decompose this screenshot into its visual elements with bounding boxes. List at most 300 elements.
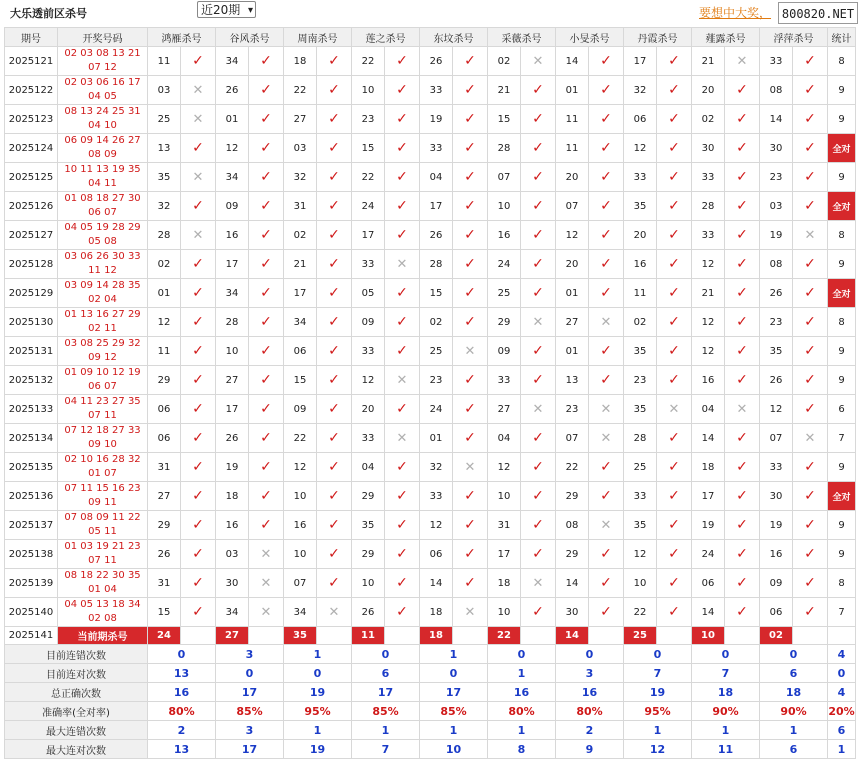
kill-number-cell: 34 xyxy=(216,47,249,76)
stats-total: 1 xyxy=(828,740,856,759)
kill-number-cell: 32 xyxy=(148,192,181,221)
kill-number-cell: 12 xyxy=(216,134,249,163)
kill-number-cell: 02 xyxy=(420,308,453,337)
check-icon: ✓ xyxy=(385,337,420,366)
draw-numbers-cell xyxy=(58,540,148,569)
kill-number-cell: 12 xyxy=(692,250,725,279)
table-row xyxy=(5,395,856,424)
stats-value: 0 xyxy=(760,645,828,664)
row-count-cell: 全对 xyxy=(828,192,856,221)
kill-number-cell: 26 xyxy=(760,279,793,308)
check-icon: ✓ xyxy=(317,569,352,598)
check-icon: ✓ xyxy=(793,337,828,366)
draw-front-numbers: 03 06 26 30 33 xyxy=(64,251,141,262)
draw-front-numbers: 01 08 18 27 30 xyxy=(64,193,141,204)
check-icon: ✓ xyxy=(453,279,488,308)
row-count-cell: 9 xyxy=(828,511,856,540)
check-icon: ✓ xyxy=(725,76,760,105)
check-icon: ✓ xyxy=(181,540,216,569)
check-icon: ✓ xyxy=(793,134,828,163)
kill-number-cell: 06 xyxy=(284,337,317,366)
kill-number-cell: 10 xyxy=(488,598,521,627)
check-icon: ✓ xyxy=(521,424,556,453)
table-row xyxy=(5,47,856,76)
kill-number-cell: 22 xyxy=(352,163,385,192)
top-bar xyxy=(0,0,859,26)
check-icon: ✓ xyxy=(589,192,624,221)
kill-number-cell: 08 xyxy=(556,511,589,540)
period-cell: 2025121 xyxy=(5,47,58,76)
kill-number-cell: 16 xyxy=(692,366,725,395)
kill-number-cell: 30 xyxy=(760,482,793,511)
empty-cell xyxy=(249,627,284,645)
row-count-cell: 9 xyxy=(828,540,856,569)
check-icon: ✓ xyxy=(249,250,284,279)
stats-value: 1 xyxy=(624,721,692,740)
draw-back-numbers: 01 07 xyxy=(88,468,117,479)
check-icon: ✓ xyxy=(181,511,216,540)
kill-number-cell: 17 xyxy=(216,395,249,424)
site-watermark: 800820.NET xyxy=(778,2,858,24)
stats-value: 18 xyxy=(692,683,760,702)
draw-numbers-cell xyxy=(58,453,148,482)
current-kill-number: 27 xyxy=(216,627,249,645)
empty-cell xyxy=(793,627,828,645)
draw-front-numbers: 04 05 13 18 34 xyxy=(64,599,141,610)
kill-number-cell: 21 xyxy=(488,76,521,105)
check-icon: ✓ xyxy=(725,482,760,511)
kill-number-cell: 13 xyxy=(148,134,181,163)
stats-value: 90% xyxy=(760,702,828,721)
check-icon: ✓ xyxy=(521,134,556,163)
stats-row xyxy=(5,645,856,664)
kill-number-cell: 17 xyxy=(420,192,453,221)
kill-number-cell: 33 xyxy=(624,163,657,192)
stats-value: 19 xyxy=(284,683,352,702)
cross-icon: ✕ xyxy=(589,395,624,424)
kill-number-cell: 11 xyxy=(556,105,589,134)
draw-front-numbers: 04 11 23 27 35 xyxy=(64,396,141,407)
check-icon: ✓ xyxy=(589,569,624,598)
check-icon: ✓ xyxy=(657,163,692,192)
check-icon: ✓ xyxy=(793,279,828,308)
kill-number-cell: 27 xyxy=(148,482,181,511)
kill-number-cell: 01 xyxy=(420,424,453,453)
kill-number-cell: 09 xyxy=(216,192,249,221)
promo-link[interactable]: 要想中大奖， xyxy=(699,6,772,20)
kill-number-cell: 34 xyxy=(216,163,249,192)
cross-icon: ✕ xyxy=(725,395,760,424)
stats-value: 12 xyxy=(624,740,692,759)
kill-number-cell: 18 xyxy=(692,453,725,482)
check-icon: ✓ xyxy=(793,76,828,105)
stats-value: 17 xyxy=(216,740,284,759)
draw-front-numbers: 08 18 22 30 35 xyxy=(64,570,141,581)
kill-number-cell: 10 xyxy=(624,569,657,598)
kill-number-cell: 25 xyxy=(488,279,521,308)
kill-number-cell: 06 xyxy=(148,424,181,453)
kill-number-cell: 10 xyxy=(284,540,317,569)
kill-number-cell: 12 xyxy=(284,453,317,482)
stats-label: 目前连错次数 xyxy=(5,645,148,664)
stats-value: 8 xyxy=(488,740,556,759)
empty-cell xyxy=(317,627,352,645)
stats-value: 1 xyxy=(284,721,352,740)
stats-value: 0 xyxy=(284,664,352,683)
kill-number-cell: 34 xyxy=(284,598,317,627)
check-icon: ✓ xyxy=(589,163,624,192)
draw-back-numbers: 07 12 xyxy=(88,62,117,73)
kill-number-cell: 35 xyxy=(352,511,385,540)
check-icon: ✓ xyxy=(521,482,556,511)
kill-number-cell: 26 xyxy=(760,366,793,395)
kill-number-cell: 09 xyxy=(488,337,521,366)
stats-value: 1 xyxy=(420,721,488,740)
period-range-select[interactable] xyxy=(197,1,256,18)
kill-number-cell: 02 xyxy=(284,221,317,250)
kill-number-cell: 28 xyxy=(420,250,453,279)
kill-number-cell: 16 xyxy=(216,511,249,540)
period-cell: 2025130 xyxy=(5,308,58,337)
kill-number-cell: 14 xyxy=(556,569,589,598)
kill-number-cell: 07 xyxy=(488,163,521,192)
check-icon: ✓ xyxy=(589,598,624,627)
kill-number-cell: 07 xyxy=(760,424,793,453)
draw-numbers-cell xyxy=(58,511,148,540)
kill-number-cell: 24 xyxy=(420,395,453,424)
check-icon: ✓ xyxy=(793,511,828,540)
check-icon: ✓ xyxy=(249,482,284,511)
check-icon: ✓ xyxy=(725,250,760,279)
cross-icon: ✕ xyxy=(793,221,828,250)
kill-number-cell: 23 xyxy=(352,105,385,134)
stats-value: 9 xyxy=(556,740,624,759)
check-icon: ✓ xyxy=(521,76,556,105)
check-icon: ✓ xyxy=(453,76,488,105)
stats-value: 1 xyxy=(488,721,556,740)
stats-value: 95% xyxy=(284,702,352,721)
kill-number-cell: 34 xyxy=(216,279,249,308)
check-icon: ✓ xyxy=(181,250,216,279)
current-kill-number: 11 xyxy=(352,627,385,645)
check-icon: ✓ xyxy=(181,366,216,395)
draw-front-numbers: 03 08 25 29 32 xyxy=(64,338,141,349)
stats-value: 19 xyxy=(624,683,692,702)
stats-value: 0 xyxy=(556,645,624,664)
kill-number-cell: 35 xyxy=(148,163,181,192)
draw-back-numbers: 09 10 xyxy=(88,439,117,450)
row-count-cell: 9 xyxy=(828,105,856,134)
check-icon: ✓ xyxy=(249,47,284,76)
column-header: 周南杀号 xyxy=(284,28,352,47)
kill-number-cell: 17 xyxy=(352,221,385,250)
check-icon: ✓ xyxy=(725,279,760,308)
check-icon: ✓ xyxy=(589,250,624,279)
check-icon: ✓ xyxy=(317,511,352,540)
check-icon: ✓ xyxy=(385,511,420,540)
kill-number-cell: 22 xyxy=(284,424,317,453)
check-icon: ✓ xyxy=(657,308,692,337)
kill-number-cell: 34 xyxy=(216,598,249,627)
kill-number-cell: 08 xyxy=(760,250,793,279)
kill-number-cell: 28 xyxy=(692,192,725,221)
table-row xyxy=(5,308,856,337)
check-icon: ✓ xyxy=(657,598,692,627)
kill-number-cell: 28 xyxy=(488,134,521,163)
check-icon: ✓ xyxy=(385,395,420,424)
kill-number-cell: 26 xyxy=(216,76,249,105)
row-count-cell: 全对 xyxy=(828,134,856,163)
cross-icon: ✕ xyxy=(521,569,556,598)
table-row xyxy=(5,424,856,453)
check-icon: ✓ xyxy=(181,598,216,627)
check-icon: ✓ xyxy=(589,540,624,569)
cross-icon: ✕ xyxy=(385,250,420,279)
kill-number-cell: 21 xyxy=(692,279,725,308)
kill-number-cell: 30 xyxy=(692,134,725,163)
kill-number-table xyxy=(4,27,856,759)
check-icon: ✓ xyxy=(181,337,216,366)
check-icon: ✓ xyxy=(385,221,420,250)
stats-value: 0 xyxy=(488,645,556,664)
kill-number-cell: 33 xyxy=(488,366,521,395)
kill-number-cell: 10 xyxy=(284,482,317,511)
check-icon: ✓ xyxy=(317,337,352,366)
kill-number-cell: 29 xyxy=(352,540,385,569)
kill-number-cell: 11 xyxy=(148,337,181,366)
current-kill-number: 22 xyxy=(488,627,521,645)
cross-icon: ✕ xyxy=(181,221,216,250)
check-icon: ✓ xyxy=(725,308,760,337)
kill-number-cell: 31 xyxy=(148,453,181,482)
kill-number-cell: 33 xyxy=(420,134,453,163)
kill-number-cell: 16 xyxy=(216,221,249,250)
check-icon: ✓ xyxy=(793,598,828,627)
cross-icon: ✕ xyxy=(725,47,760,76)
kill-number-cell: 35 xyxy=(760,337,793,366)
kill-number-cell: 29 xyxy=(148,511,181,540)
check-icon: ✓ xyxy=(793,163,828,192)
kill-number-cell: 01 xyxy=(556,76,589,105)
period-cell: 2025132 xyxy=(5,366,58,395)
check-icon: ✓ xyxy=(657,134,692,163)
stats-value: 2 xyxy=(556,721,624,740)
check-icon: ✓ xyxy=(725,424,760,453)
check-icon: ✓ xyxy=(793,366,828,395)
check-icon: ✓ xyxy=(181,192,216,221)
check-icon: ✓ xyxy=(793,105,828,134)
stats-value: 0 xyxy=(352,645,420,664)
current-period-cell: 2025141 xyxy=(5,627,58,645)
stats-value: 17 xyxy=(216,683,284,702)
check-icon: ✓ xyxy=(249,163,284,192)
kill-number-cell: 35 xyxy=(624,337,657,366)
check-icon: ✓ xyxy=(657,569,692,598)
check-icon: ✓ xyxy=(657,250,692,279)
stats-value: 6 xyxy=(352,664,420,683)
kill-number-cell: 18 xyxy=(488,569,521,598)
table-row xyxy=(5,482,856,511)
cross-icon: ✕ xyxy=(181,105,216,134)
kill-number-cell: 14 xyxy=(420,569,453,598)
kill-number-cell: 35 xyxy=(624,395,657,424)
check-icon: ✓ xyxy=(589,366,624,395)
check-icon: ✓ xyxy=(589,47,624,76)
check-icon: ✓ xyxy=(317,453,352,482)
check-icon: ✓ xyxy=(657,47,692,76)
kill-number-cell: 26 xyxy=(216,424,249,453)
kill-number-cell: 18 xyxy=(284,47,317,76)
draw-back-numbers: 04 05 xyxy=(88,91,117,102)
check-icon: ✓ xyxy=(793,482,828,511)
check-icon: ✓ xyxy=(589,134,624,163)
kill-number-cell: 11 xyxy=(148,47,181,76)
kill-number-cell: 12 xyxy=(692,337,725,366)
check-icon: ✓ xyxy=(725,366,760,395)
check-icon: ✓ xyxy=(181,482,216,511)
check-icon: ✓ xyxy=(521,598,556,627)
check-icon: ✓ xyxy=(181,308,216,337)
column-header: 东坟杀号 xyxy=(420,28,488,47)
kill-number-cell: 25 xyxy=(420,337,453,366)
kill-number-cell: 21 xyxy=(692,47,725,76)
kill-number-cell: 31 xyxy=(148,569,181,598)
stats-value: 2 xyxy=(148,721,216,740)
table-row xyxy=(5,337,856,366)
period-cell: 2025137 xyxy=(5,511,58,540)
row-count-cell: 9 xyxy=(828,337,856,366)
kill-number-cell: 02 xyxy=(624,308,657,337)
empty-cell xyxy=(725,627,760,645)
draw-front-numbers: 02 03 06 16 17 xyxy=(64,77,141,88)
draw-back-numbers: 02 04 xyxy=(88,294,117,305)
kill-number-cell: 12 xyxy=(692,308,725,337)
stats-value: 0 xyxy=(624,645,692,664)
stats-value: 85% xyxy=(352,702,420,721)
check-icon: ✓ xyxy=(385,453,420,482)
cross-icon: ✕ xyxy=(453,453,488,482)
check-icon: ✓ xyxy=(589,453,624,482)
column-header: 丹霞杀号 xyxy=(624,28,692,47)
kill-number-cell: 22 xyxy=(556,453,589,482)
draw-front-numbers: 02 10 16 28 32 xyxy=(64,454,141,465)
empty-cell xyxy=(828,627,856,645)
kill-number-cell: 29 xyxy=(352,482,385,511)
stats-value: 80% xyxy=(556,702,624,721)
check-icon: ✓ xyxy=(317,482,352,511)
draw-numbers-cell xyxy=(58,395,148,424)
period-cell: 2025138 xyxy=(5,540,58,569)
page-title: 大乐透前区杀号 xyxy=(10,7,87,20)
kill-number-cell: 07 xyxy=(556,424,589,453)
kill-number-cell: 33 xyxy=(692,221,725,250)
kill-number-cell: 16 xyxy=(760,540,793,569)
kill-number-cell: 16 xyxy=(624,250,657,279)
kill-number-cell: 33 xyxy=(692,163,725,192)
stats-label: 准确率(全对率) xyxy=(5,702,148,721)
stats-value: 6 xyxy=(760,740,828,759)
kill-number-cell: 04 xyxy=(420,163,453,192)
draw-front-numbers: 01 13 16 27 29 xyxy=(64,309,141,320)
kill-number-cell: 15 xyxy=(488,105,521,134)
kill-number-cell: 12 xyxy=(148,308,181,337)
check-icon: ✓ xyxy=(385,540,420,569)
cross-icon: ✕ xyxy=(521,308,556,337)
kill-number-cell: 14 xyxy=(692,598,725,627)
draw-back-numbers: 09 11 xyxy=(88,497,117,508)
kill-number-cell: 24 xyxy=(488,250,521,279)
kill-number-cell: 25 xyxy=(624,453,657,482)
column-header: 采薇杀号 xyxy=(488,28,556,47)
kill-number-cell: 27 xyxy=(284,105,317,134)
stats-value: 1 xyxy=(760,721,828,740)
kill-number-cell: 10 xyxy=(216,337,249,366)
stats-value: 1 xyxy=(692,721,760,740)
kill-number-cell: 04 xyxy=(352,453,385,482)
kill-number-cell: 07 xyxy=(284,569,317,598)
check-icon: ✓ xyxy=(521,337,556,366)
check-icon: ✓ xyxy=(725,337,760,366)
cross-icon: ✕ xyxy=(249,569,284,598)
stats-value: 85% xyxy=(420,702,488,721)
draw-numbers-cell xyxy=(58,279,148,308)
kill-number-cell: 17 xyxy=(488,540,521,569)
kill-number-cell: 06 xyxy=(420,540,453,569)
current-kill-number: 35 xyxy=(284,627,317,645)
column-header: 统计 xyxy=(828,28,856,47)
check-icon: ✓ xyxy=(453,221,488,250)
check-icon: ✓ xyxy=(249,337,284,366)
check-icon: ✓ xyxy=(317,250,352,279)
column-header: 薤露杀号 xyxy=(692,28,760,47)
column-header: 浮萍杀号 xyxy=(760,28,828,47)
kill-number-cell: 14 xyxy=(760,105,793,134)
check-icon: ✓ xyxy=(725,192,760,221)
kill-number-cell: 29 xyxy=(488,308,521,337)
kill-number-cell: 22 xyxy=(284,76,317,105)
kill-number-cell: 32 xyxy=(624,76,657,105)
stats-value: 3 xyxy=(216,645,284,664)
kill-number-cell: 23 xyxy=(760,308,793,337)
check-icon: ✓ xyxy=(181,569,216,598)
draw-front-numbers: 10 11 13 19 35 xyxy=(64,164,141,175)
kill-number-cell: 17 xyxy=(284,279,317,308)
row-count-cell: 9 xyxy=(828,76,856,105)
check-icon: ✓ xyxy=(521,540,556,569)
kill-number-cell: 20 xyxy=(556,163,589,192)
period-cell: 2025124 xyxy=(5,134,58,163)
draw-numbers-cell xyxy=(58,424,148,453)
kill-number-cell: 01 xyxy=(148,279,181,308)
stats-total: 0 xyxy=(828,664,856,683)
draw-back-numbers: 01 04 xyxy=(88,584,117,595)
stats-row xyxy=(5,702,856,721)
kill-number-cell: 13 xyxy=(556,366,589,395)
table-row xyxy=(5,221,856,250)
check-icon: ✓ xyxy=(249,453,284,482)
stats-total: 4 xyxy=(828,645,856,664)
kill-number-cell: 26 xyxy=(420,221,453,250)
kill-number-cell: 19 xyxy=(760,221,793,250)
check-icon: ✓ xyxy=(657,337,692,366)
kill-number-cell: 27 xyxy=(216,366,249,395)
cross-icon: ✕ xyxy=(453,337,488,366)
column-header: 开奖号码 xyxy=(58,28,148,47)
kill-number-cell: 17 xyxy=(624,47,657,76)
check-icon: ✓ xyxy=(657,76,692,105)
check-icon: ✓ xyxy=(793,569,828,598)
check-icon: ✓ xyxy=(657,424,692,453)
